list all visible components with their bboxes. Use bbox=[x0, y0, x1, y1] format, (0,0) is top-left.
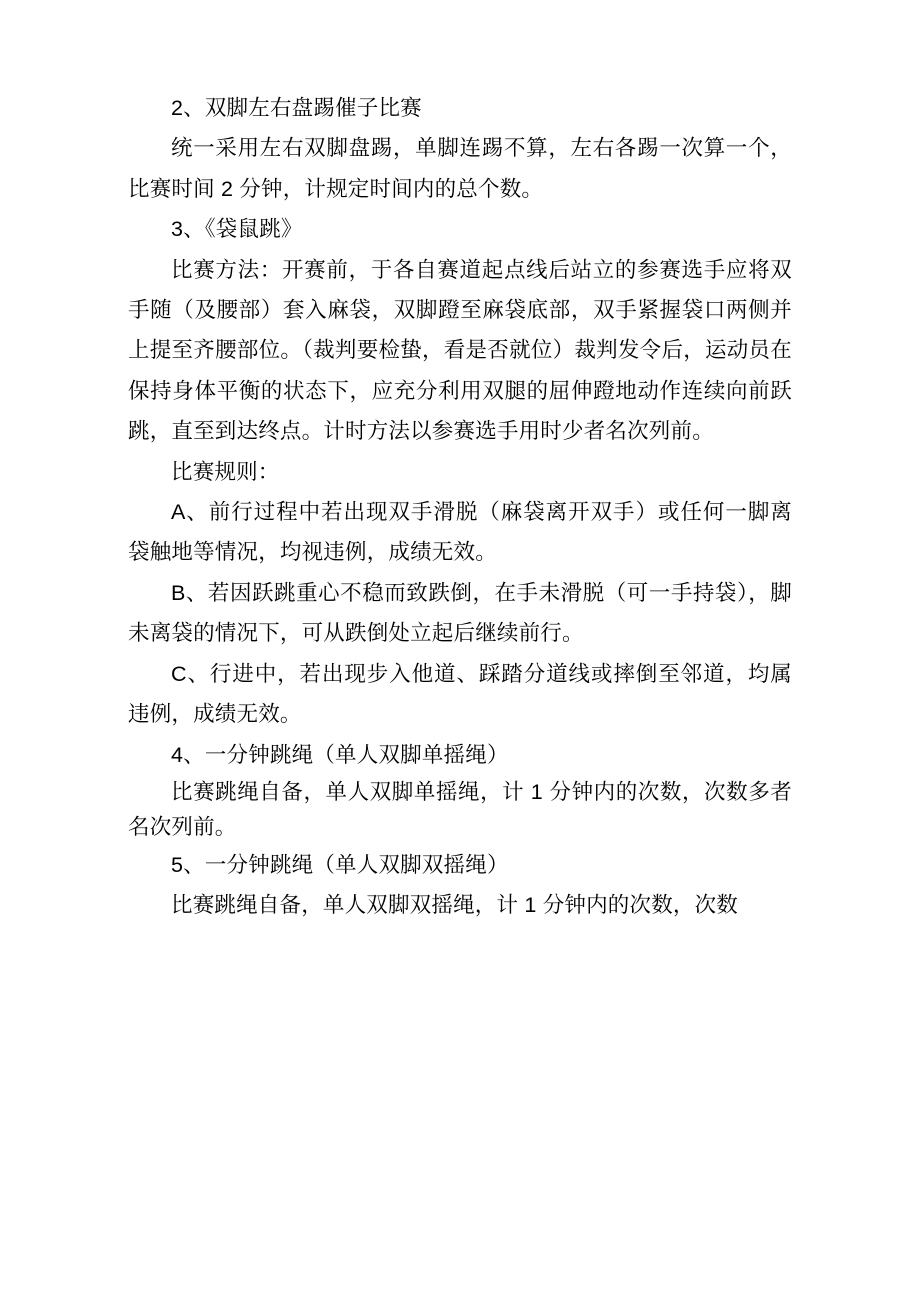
paragraph-item-3-heading: 3、《袋鼠跳》 bbox=[171, 217, 303, 242]
paragraph-rule-c: C、行进中，若出现步入他道、踩踏分道线或摔倒至邻道，均属违例，成绩无效。 bbox=[128, 661, 792, 727]
document-body bbox=[128, 88, 792, 925]
paragraph-item-2-body: 统一采用左右双脚盘踢，单脚连踢不算，左右各踢一次算一个，比赛时间 2 分钟，计规定时间内的总个数。 bbox=[128, 136, 792, 201]
paragraph-item-3-rules-title: 比赛规则： bbox=[171, 459, 280, 484]
paragraph-rule-b: B、若因跃跳重心不稳而致跌倒，在手未滑脱（可一手持袋），脚未离袋的情况下，可从跌倒处立起后继续前行。 bbox=[128, 580, 792, 646]
paragraph-rule-a: A、前行过程中若出现双手滑脱（麻袋离开双手）或任何一脚离袋触地等情况，均视违例，成绩无效。 bbox=[128, 500, 792, 565]
paragraph-item-3-method: 比赛方法：开赛前，于各自赛道起点线后站立的参赛选手应将双手随（及腰部）套入麻袋，双脚蹬至麻袋底部，双手紧握袋口两侧并上提至齐腰部位。（裁判要检蛰，看是否就位）裁判发令后，运动员在保持身体平衡的状态下，应充分利用双腿的屈伸蹬地动作连续向前跃跳，直至到达终点。计时方法以参赛选手用时少者名次列前。 bbox=[128, 257, 792, 444]
paragraph-item-2-heading: 2、双脚左右盘踢催子比赛 bbox=[171, 96, 422, 120]
paragraph-item-5-body: 比赛跳绳自备，单人双脚双摇绳，计 1 分钟内的次数，次数 bbox=[171, 892, 739, 917]
paragraph-item-4-body: 比赛跳绳自备，单人双脚单摇绳，计 1 分钟内的次数，次数多者名次列前。 bbox=[128, 779, 792, 839]
paragraph-item-5-heading: 5、一分钟跳绳（单人双脚双摇绳） bbox=[171, 852, 509, 877]
paragraph-item-4-heading: 4、一分钟跳绳（单人双脚单摇绳） bbox=[171, 742, 509, 767]
